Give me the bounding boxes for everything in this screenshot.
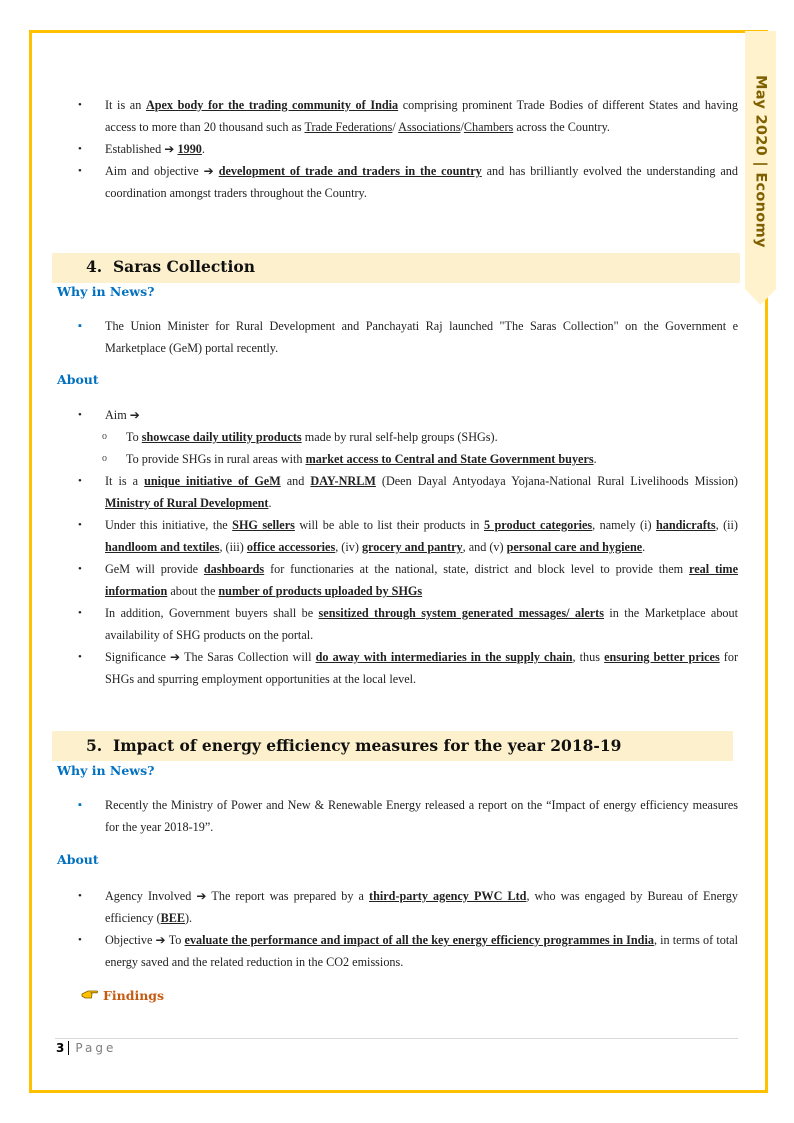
sub-bullet-icon: o bbox=[102, 453, 107, 464]
text-run: To provide SHGs in rural areas with bbox=[126, 452, 306, 466]
text-run: will be able to list their products in bbox=[294, 518, 484, 532]
bullet-icon: • bbox=[78, 143, 82, 155]
text-run: ). bbox=[185, 911, 193, 925]
emphasis-text: office accessories bbox=[246, 540, 336, 554]
emphasis-text: development of trade and traders in the country bbox=[218, 164, 482, 178]
text-run: Agency Involved ➔ The report was prepared by a bbox=[105, 889, 370, 903]
emphasis-text: sensitized through system generated messages/ alerts bbox=[318, 606, 604, 620]
bullet-icon: • bbox=[78, 607, 82, 619]
text-run: Objective ➔ To bbox=[105, 933, 185, 947]
list-item bbox=[78, 558, 738, 602]
bullet-icon: • bbox=[78, 519, 82, 531]
text-run: (Deen Dayal Antyodaya Yojana-National Rural Livelihoods Mission) bbox=[375, 474, 738, 488]
list-item bbox=[78, 929, 738, 973]
emphasis-text: ensuring better prices bbox=[604, 650, 720, 664]
section-4-heading bbox=[86, 252, 255, 282]
sub-list-item bbox=[78, 426, 738, 448]
text-run: . bbox=[642, 540, 646, 554]
emphasis-text: 5 product categories bbox=[483, 518, 593, 532]
text-run: , who was engaged by Bureau of Energy efficiency ( bbox=[105, 889, 738, 925]
text-run: , (iv) bbox=[335, 540, 362, 554]
list-item bbox=[78, 315, 738, 359]
sub-list-item-text bbox=[126, 430, 498, 444]
emphasis-text: market access to Central and State Government buyers bbox=[305, 452, 594, 466]
list-item-text bbox=[105, 933, 738, 969]
text-run: , and (v) bbox=[462, 540, 507, 554]
list-item bbox=[78, 404, 738, 426]
emphasis-text: DAY-NRLM bbox=[310, 474, 376, 488]
emphasis-text: BEE bbox=[160, 911, 185, 925]
emphasis-text: dashboards bbox=[203, 562, 265, 576]
text-run: It is a bbox=[105, 474, 145, 488]
text-run: for SHGs and spurring employment opportunities at the local level. bbox=[105, 650, 739, 686]
underlined-text: Chambers bbox=[463, 120, 514, 134]
text-run: and bbox=[280, 474, 311, 488]
footer-separator bbox=[68, 1041, 69, 1055]
findings-label: Findings bbox=[103, 988, 165, 1003]
bullet-icon: • bbox=[78, 934, 82, 946]
text-run: , in terms of total energy saved and the related reduction in the CO2 emissions. bbox=[105, 933, 738, 969]
list-item bbox=[78, 794, 738, 838]
section-4-about-label: About bbox=[57, 372, 99, 387]
underlined-text: Associations bbox=[398, 120, 461, 134]
page-number: 3 bbox=[56, 1041, 65, 1055]
text-run: Established ➔ bbox=[105, 142, 178, 156]
list-item-text bbox=[105, 98, 738, 134]
emphasis-text: real time information bbox=[105, 562, 738, 598]
text-run: made by rural self-help groups (SHGs). bbox=[301, 430, 498, 444]
text-run: To bbox=[126, 430, 142, 444]
section-4-why-label: Why in News? bbox=[57, 284, 155, 299]
list-item-text bbox=[105, 142, 205, 156]
emphasis-text: personal care and hygiene bbox=[506, 540, 643, 554]
sub-bullet-icon: o bbox=[102, 431, 107, 442]
text-run: , thus bbox=[572, 650, 605, 664]
section-5-heading bbox=[86, 731, 621, 761]
emphasis-text: handicrafts bbox=[655, 518, 716, 532]
page-footer bbox=[56, 1041, 116, 1055]
footer-divider bbox=[55, 1038, 738, 1039]
sub-list-item bbox=[78, 448, 738, 470]
text-run: across the Country. bbox=[513, 120, 610, 134]
section-4-about-list bbox=[78, 404, 738, 690]
pointing-hand-icon bbox=[81, 988, 99, 1003]
section-4-number: 4. bbox=[86, 257, 103, 276]
list-item-text bbox=[105, 319, 738, 355]
text-run: , (ii) bbox=[715, 518, 738, 532]
section-5-about-list bbox=[78, 885, 738, 973]
text-run: in the Marketplace about availability of SHG products on the portal. bbox=[105, 606, 738, 642]
list-item-text bbox=[105, 889, 738, 925]
sub-list-item-text bbox=[126, 452, 597, 466]
list-item bbox=[78, 514, 738, 558]
text-run: Significance ➔ The Saras Collection will bbox=[105, 650, 316, 664]
text-run: , (iii) bbox=[219, 540, 247, 554]
text-run: . bbox=[268, 496, 272, 510]
text-run: . bbox=[201, 142, 205, 156]
emphasis-text: showcase daily utility products bbox=[141, 430, 302, 444]
text-run: Recently the Ministry of Power and New & Renewable Energy released a report on the “Impact of energy efficiency measures for the year 2018-19”. bbox=[105, 798, 738, 834]
section-5-why-list bbox=[78, 794, 738, 838]
bullet-icon: ▪ bbox=[78, 320, 82, 332]
emphasis-text: 1990 bbox=[177, 142, 202, 156]
underlined-text: Trade Federations bbox=[304, 120, 393, 134]
bullet-icon: • bbox=[78, 563, 82, 575]
list-item-text bbox=[105, 518, 738, 554]
section-5-why-label: Why in News? bbox=[57, 763, 155, 778]
list-item bbox=[78, 470, 738, 514]
bullet-icon: • bbox=[78, 165, 82, 177]
side-tab bbox=[745, 31, 776, 305]
list-item bbox=[78, 646, 738, 690]
list-item-text bbox=[105, 650, 738, 686]
list-item-text bbox=[105, 164, 738, 200]
emphasis-text: Apex body for the trading community of India bbox=[145, 98, 399, 112]
text-run: comprising prominent Trade Bodies of different States and having access to more than 20 thousand such as bbox=[105, 98, 738, 134]
text-run: . bbox=[593, 452, 597, 466]
text-run: GeM will provide bbox=[105, 562, 204, 576]
section-4-title: Saras Collection bbox=[112, 257, 255, 276]
list-item bbox=[78, 602, 738, 646]
text-run: , namely (i) bbox=[592, 518, 656, 532]
bullet-icon: • bbox=[78, 651, 82, 663]
list-item-text bbox=[105, 562, 738, 598]
section-5-about-label: About bbox=[57, 852, 99, 867]
text-run: In addition, Government buyers shall be bbox=[105, 606, 319, 620]
text-run: about the bbox=[167, 584, 219, 598]
section-5-number: 5. bbox=[86, 736, 103, 755]
intro-bullet-list bbox=[78, 94, 738, 204]
bullet-icon: • bbox=[78, 890, 82, 902]
emphasis-text: do away with intermediaries in the supply chain bbox=[315, 650, 573, 664]
list-item bbox=[78, 160, 738, 204]
emphasis-text: unique initiative of GeM bbox=[144, 474, 281, 488]
list-item bbox=[78, 885, 738, 929]
list-item bbox=[78, 138, 738, 160]
emphasis-text: grocery and pantry bbox=[361, 540, 463, 554]
text-run: It is an bbox=[105, 98, 146, 112]
bullet-icon: • bbox=[78, 99, 82, 111]
section-4-why-list bbox=[78, 315, 738, 359]
emphasis-text: handloom and textiles bbox=[105, 540, 220, 554]
emphasis-text: number of products uploaded by SHGs bbox=[218, 584, 423, 598]
text-run: The Union Minister for Rural Development and Panchayati Raj launched "The Saras Collection" on the Government e Marketplace (GeM) portal recently. bbox=[105, 319, 738, 355]
page-label: Page bbox=[75, 1041, 117, 1055]
section-5-title: Impact of energy efficiency measures for the year 2018-19 bbox=[112, 736, 622, 755]
list-item bbox=[78, 94, 738, 138]
bullet-icon: • bbox=[78, 475, 82, 487]
text-run: / bbox=[392, 120, 399, 134]
emphasis-text: Ministry of Rural Development bbox=[105, 496, 269, 510]
text-run: Aim ➔ bbox=[105, 408, 140, 422]
text-run: and has brilliantly evolved the understanding and coordination amongst traders throughout the Country. bbox=[105, 164, 738, 200]
list-item-text bbox=[105, 474, 738, 510]
emphasis-text: third-party agency PWC Ltd bbox=[369, 889, 527, 903]
list-item-text bbox=[105, 606, 738, 642]
text-run: for functionaries at the national, state, district and block level to provide them bbox=[264, 562, 690, 576]
text-run: Under this initiative, the bbox=[105, 518, 233, 532]
text-run: Aim and objective ➔ bbox=[105, 164, 219, 178]
findings-heading bbox=[81, 988, 164, 1003]
bullet-icon: • bbox=[78, 409, 82, 421]
bullet-icon: ▪ bbox=[78, 799, 82, 811]
emphasis-text: evaluate the performance and impact of all the key energy efficiency programmes in India bbox=[184, 933, 654, 947]
side-tab-label: May 2020 | Economy bbox=[752, 74, 769, 248]
list-item-text bbox=[105, 408, 140, 422]
text-run: / bbox=[460, 120, 464, 134]
emphasis-text: SHG sellers bbox=[232, 518, 295, 532]
list-item-text bbox=[105, 798, 738, 834]
